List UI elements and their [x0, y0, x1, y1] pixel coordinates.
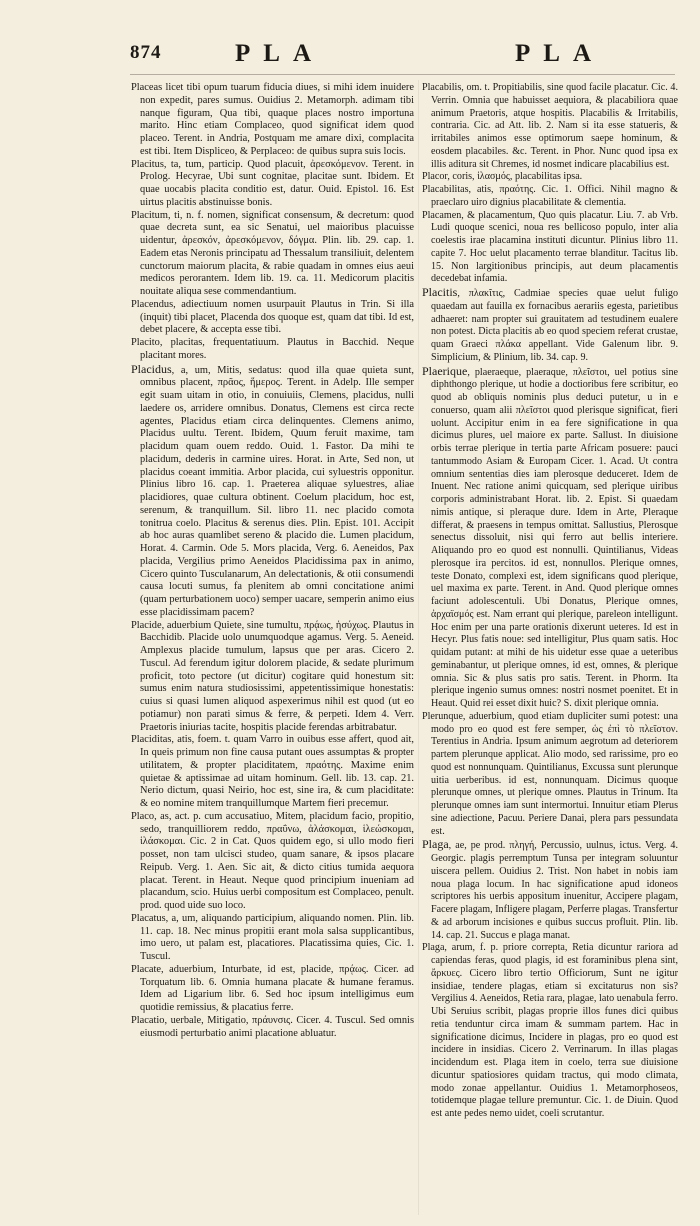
entry-text: , πλακῖτις, Cadmiae species quae uelut fuligo quaedam aut fauilla ex fornacibus aerariis egesta, parietibus adhaeret: nam propter sui grauitatem ad testudinem eualere non potest. Dicta placitis ab eo quod speciem referat crustae, quam Graeci πλάκα appellant. Vide Galenum libr. 9. Simplicium, & Plinium, lib. 34. cap. 9.	[431, 288, 678, 363]
entry-headword: Plaerique	[422, 363, 468, 378]
entry-text: Placide, aduerbium Quiete, sine tumultu, πρᾴως, ἡσύχως. Plautus in Bacchidib. Placide uolo unumquodque agamus. Verg. 5. Aeneid. Amplexus placide tumulum, lapsus que per aras. Cicero 2. Tuscul. Ad ferendum igitur dolorem placide, & sedate plurimum proficit, toto pectore (ut dicitur) cogitare quid honestum sit: sumus enim natura studiosissimi, appetentissimique honestatis: cuius si quasi lumen aliquod aspexerimus nihil est quod (ut eo potiamur) non parati simus & ferre, & perpeti. Idem 4. Verr. Praetoris iniurias tacite, hospitis placide ferendas arbitrabatur.	[131, 619, 414, 733]
entry-text: Placendus, adiectiuum nomen usurpauit Plautus in Trin. Si illa (inquit) tibi placet, Placenda dos quoque est, quam dat tibi. Id est, debet placere, & accepta esse tibi.	[131, 298, 414, 336]
dictionary-entry	[131, 811, 414, 913]
dictionary-entry	[131, 210, 414, 299]
dictionary-entry	[422, 184, 678, 210]
entry-text: Placito, placitas, frequentatiuum. Plautus in Bacchid. Neque placitant mores.	[131, 337, 414, 361]
entry-text: Plerunque, aduerbium, quod etiam dupliciter sumi potest: una modo pro eo quod est fere semper, ὡς ἐπὶ τὸ πλεῖστον. Terentius in Andria. Ipsum animum aegrotum ad deteriorem partem plerunque applicat. Alio modo, sed rarissime, pro eo quod est nonnunquam. Quintilianus, Excussa sunt plerunque uitia uerberibus. id est, nonnunquam. Dicimus quoque plerunque omnes, ut plerique omnes. Plautus in Trinum. Ita plerunque omnes iam sunt intermortui. Innuitur etiam Plerus sine adiectione, Pacuu. Periere Danai, plera pars pessundata est.	[422, 710, 678, 837]
dictionary-entry	[422, 210, 678, 287]
entry-text: Placabilitas, atis, πραότης. Cic. 1. Offici. Nihil magno & praeclaro uiro dignius placabilitate & clementia.	[422, 184, 678, 208]
dictionary-entry	[131, 159, 414, 210]
dictionary-entry	[131, 82, 414, 159]
header-rule	[130, 74, 675, 75]
entry-text: Placo, as, act. p. cum accusatiuo, Mitem, placidum facio, propitio, sedo, tranquilliorem reddo, πραΰνω, ἀλάσκομαι, ἱλεώσκομαι, ἱλάσκομαι. Cic. 2 in Cat. Quos quidem ego, si ullo modo fieri posset, non tam ulcisci studeo, quam sanare, & ipsos placare Reipub. Verg. 1. Aen. Sic ait, & dicto citius tumida aequora placat. Terent. in Heaut. Neque quod principium inueniam ad placandum, scio. Huius uerbi compositum est Complaceo, penult. prod. quod uide suo loco.	[131, 810, 414, 911]
dictionary-entry	[422, 171, 678, 184]
dictionary-entry	[422, 365, 678, 711]
entry-text: , plaeraeque, plaeraque, πλεῖστοι, uel potius sine diphthongo plerique, ut hodie a doctioribus fere scribitur, eo quod ab obliquis nominis plus deduci putetur, u in e conuerso, quam alii πλεῖστοι quod plerisque significat, fieri uolunt. Accipitur enim in ea fere significatione in qua dicimus plures, uel maiore ex parte. Sallust. In diuisione orbis terrae plerique in tertia parte Africam posuere: pauci tantummodo Asiam & Europam Cicer. 1. Acad. Ut contra omnium sententias dies iam plerosque deduceret. Idem de Inuent. Nec ratione animi quicquam, sed plerique uiribus corporis administrabant Horat. lib. 2. Epist. Si quaedam nimis antique, si pleraque dure. Idem in Arte, Pleraque differat, & praesens in tempus omittat. Sallustius, Plerosque senectus dissoluit, nisi qui ferro aut bellis interiere. Aliquando pro eo quod est nonnulli. Quintilianus, Videas plerosque ira percitos. id est, nonnullos. Plerique omnes, teste Donato, complexi est, idem significans quod plerique, uel maxima ex parte. Terent. in And. Quod plerique omnes faciunt adolescentuli. Ubi Donatus, Plerique omnes, ἀρχαϊσμός est. Nam errant qui plerique, pareleon intelligunt. Hoc enim per una parte orationis dixerunt ueteres. Id est in Hecyr. Plus fatis noue: sed intelligitur, Plus quam satis. Hoc quidam putant: at mihi de his uidetur esse quae a ueteribus geminabantur, ut plerique omnes, id est, omnes, & plerique omnia. Sic & plus satis pro satis. Terent. in Phorm. Ita plerique ingenio sumus omnes: nostri nosmet poenitet. Et in Heaut. Quid rei esset dixit huic? S. dixit plerique omnia.	[431, 366, 678, 709]
dictionary-entry	[422, 82, 678, 171]
entry-text: Placitum, ti, n. f. nomen, significat consensum, & decretum: quod quae decreta sunt, ea sic Senatui, uel maioribus placuisse uidentur, ἀρεσκόν, ἀρεσκόμενον, δόγμα. Plin. lib. 29. cap. 1. Eadem etas Neronis principatu ad Thessalum transiliuit, delentem cunctorum maiorum placita, & rabie quadam in omnes eius aeui medicos perorantem. Idem lib. 19. ca. 11. Medicorum placitis nouitate aliqua sese commendantium.	[131, 209, 414, 297]
entry-headword: Plaga	[422, 837, 449, 852]
entry-text: , a, um, Mitis, sedatus: quod illa quae quieta sunt, omnibus placent, πρᾶος, ἥμερος. Terent. in Adelp. Ille semper egit suam uitam in otio, in conuiuiis, Clemens, placidus, nulli laedere os, arridere omnibus. Donatus, Clemens est circa recte agentes, Placidus etiam circa delinquentes. Clemens animo, Placidus uultu. Terent. Ibidem, Quum feruit maxime, tam placidum quam ouem reddo. Ouid. 1. Fastor. Da mihi te placidum, dederis in carmine uires. Horat. in Arte, Sed non, ut placidus coeant immitia. Arbor placida, cui syluestris opponitur. Plinius libro 16. cap. 1. Praeterea aliquae syluestres, aliae placidiores, quae cultura obtinent. Coelum placidum, hoc est, serenum, & tranquillum. Sil. libro 11. nec placido comota tonitrua coelo. Placitus & serenus dies. Plin. Epist. 101. Accipit ab hoc auras quamlibet sereno & placido die. Lumen placidum, Horat. 4. Carmin. Ode 5. Mors placida, Verg. 6. Aeneidos, Pax placida, Vergilius primo Aeneidos Placidissima pax in animo, Cicero quinto Tusculanarum, An delectationis, & otii consumendi causa locuti sumus, fa plenitem ab omni concitatione animi (quam perturbationem uoco) semper uacare, semperin animo eius esse placidissimam pacem?	[140, 364, 414, 618]
running-head-right: PLA	[515, 40, 604, 67]
left-column	[131, 82, 414, 1212]
entry-text: Placitus, ta, tum, particip. Quod placuit, ἀρεσκόμενον. Terent. in Prolog. Hecyrae, Ubi sunt cognitae, placitae sunt. Ibidem. Et quae uocabis placita conditio est, datur. Ouid. Epistol. 16. Est uirtus placitis abstinuisse bonis.	[131, 158, 414, 208]
page-number: 874	[130, 42, 162, 63]
entry-headword: Placidus	[131, 361, 172, 376]
entry-text: Placiditas, atis, foem. t. quam Varro in ouibus esse affert, quod ait, In queis primum non fine causa putant oues assumptas & propter utilitatem, & propter placiditatem, πραότης. Maxime enim quietae & aptissimae ad uitam hominum. Gell. lib. 13. cap. 21. Nerio dictum, quasi Neirio, hoc est, sine ira, & cum placiditate: & eo nomine mitem tranquillumque Martem fieri precemur.	[131, 734, 414, 809]
dictionary-entry	[422, 711, 678, 839]
entry-text: Placeas licet tibi opum tuarum fiducia diues, si mihi idem inuidere non expedit, pares sumus. Ouidius 2. Metamorph. adimam tibi nanque figuram, Qua tibi, quaque places nostro importuna marito. Hinc etiam Complaceo, quod significat idem quod placeo. Terent. in Andria, Postquam me amare dixi, complacita est tibi. Item Displiceo, & Perplaceo: de quibus supra suis locis.	[131, 82, 414, 157]
entry-headword: Placitis	[422, 285, 458, 299]
dictionary-entry	[131, 964, 414, 1015]
entry-text: Placatio, uerbale, Mitigatio, πράυνσις. Cicer. 4. Tuscul. Sed omnis eiusmodi perturbatio animi placatione abluatur.	[131, 1014, 414, 1039]
dictionary-entry	[131, 337, 414, 363]
dictionary-entry	[131, 913, 414, 964]
dictionary-entry	[422, 838, 678, 942]
entry-text: Placamen, & placamentum, Quo quis placatur. Liu. 7. ab Vrb. Ludi quoque scenici, noua res bellicoso populo, inter alia coelestis irae placamina instituti dicuntur. Plinius libro 11. capite 7. Hoc uelut placamento terrae blanditur. Tacitus lib. 15. Non largitionibus principis, aut deum placamentis decedebat infamia.	[422, 209, 678, 285]
dictionary-entry	[422, 942, 678, 1121]
running-head-left: PLA	[235, 40, 324, 67]
entry-text: Plaga, arum, f. p. priore correpta, Retia dicuntur rariora ad capiendas feras, quod plagis, id est foraminibus plena sint, ἄρκυες. Cicero libro tertio Officiorum, Sunt ne igitur insidiae, tendere plagas, etiam si excitaturus non sis? Vergilius 4. Aeneidos, Retia rara, plagae, lato uenabula ferro. Ubi Seruius scribit, plagas proprie illos funes dici quibus retia tenduntur circa imam & summam partem. Hac in significatione dicimus, Incidere in plagas, pro eo quod est incidere in insidias. Cicero 2. Verrinarum. In illas plagas incidendum est. Plaga item in coelo, terra sue diuisione dicuntur spatiosiores quidam tractus, qui modo climata, modo zonae appellantur. Ouidius 1. Metamorphoseos, totidemque plagae tellure premuntur. Cic. 1. de Diuin. Quod est ante pedes nemo uidet, coeli scrutantur.	[422, 942, 678, 1119]
entry-text: Placabilis, om. t. Propitiabilis, sine quod facile placatur. Cic. 4. Verrin. Omnia que habuisset aequiora, & placabiliora quae animum Praetoris, atque hospitis. Placabilis & Irritabilis, contraria. Cic. ad Att. lib. 2. Nam si ita esse statueris, & irritabiles animos esse optimorum saepe hominum, & eosdem placabiles. &c. Terent. in Phor. Nunc quod ipsa ex illis aditura sit Chremes, id nosmet indicare placabilius est.	[422, 82, 678, 170]
column-gutter	[418, 80, 419, 1215]
dictionary-entry	[131, 1015, 414, 1041]
entry-text: , ae, pe prod. πληγή, Percussio, uulnus, ictus. Verg. 4. Georgic. plagis perremptum Tunsa per integram soluuntur uiscera pellem. Ouidius 2. Trist. Non habet in nobis iam noua plaga locum. In hac significatione apud idoneos scriptores his uerbis appositum inuenitur, Accipere plagam, Facere plagam, Infligere plagam, Perferre plagas. Transfertur & ad arborum incisiones e quibus succus profluit. Plin. lib. 14. cap. 21. Succus e plaga manat.	[431, 840, 678, 941]
dictionary-entry	[131, 299, 414, 337]
right-column	[422, 82, 678, 1212]
dictionary-entry	[131, 363, 414, 620]
dictionary-entry	[422, 286, 678, 365]
entry-text: Placatus, a, um, aliquando participium, aliquando nomen. Plin. lib. 11. cap. 18. Nec minus propitii erant mola salsa supplicantibus, imo uero, ut palam est, placatiores. Placatissima quies, Cic. 1. Tuscul.	[131, 912, 414, 962]
entry-text: Placate, aduerbium, Inturbate, id est, placide, πρᾴως. Cicer. ad Torquatum lib. 6. Omnia humana placate & humane feramus. Idem ad Ligarium libr. 6. Sed hoc ipsum intelligimus eum quotidie remissius, & placatius ferre.	[131, 963, 414, 1013]
dictionary-entry	[131, 734, 414, 811]
entry-text: Placor, coris, ἱλασμός, placabilitas ipsa.	[422, 171, 583, 183]
dictionary-entry	[131, 620, 414, 735]
page-header	[0, 40, 700, 70]
